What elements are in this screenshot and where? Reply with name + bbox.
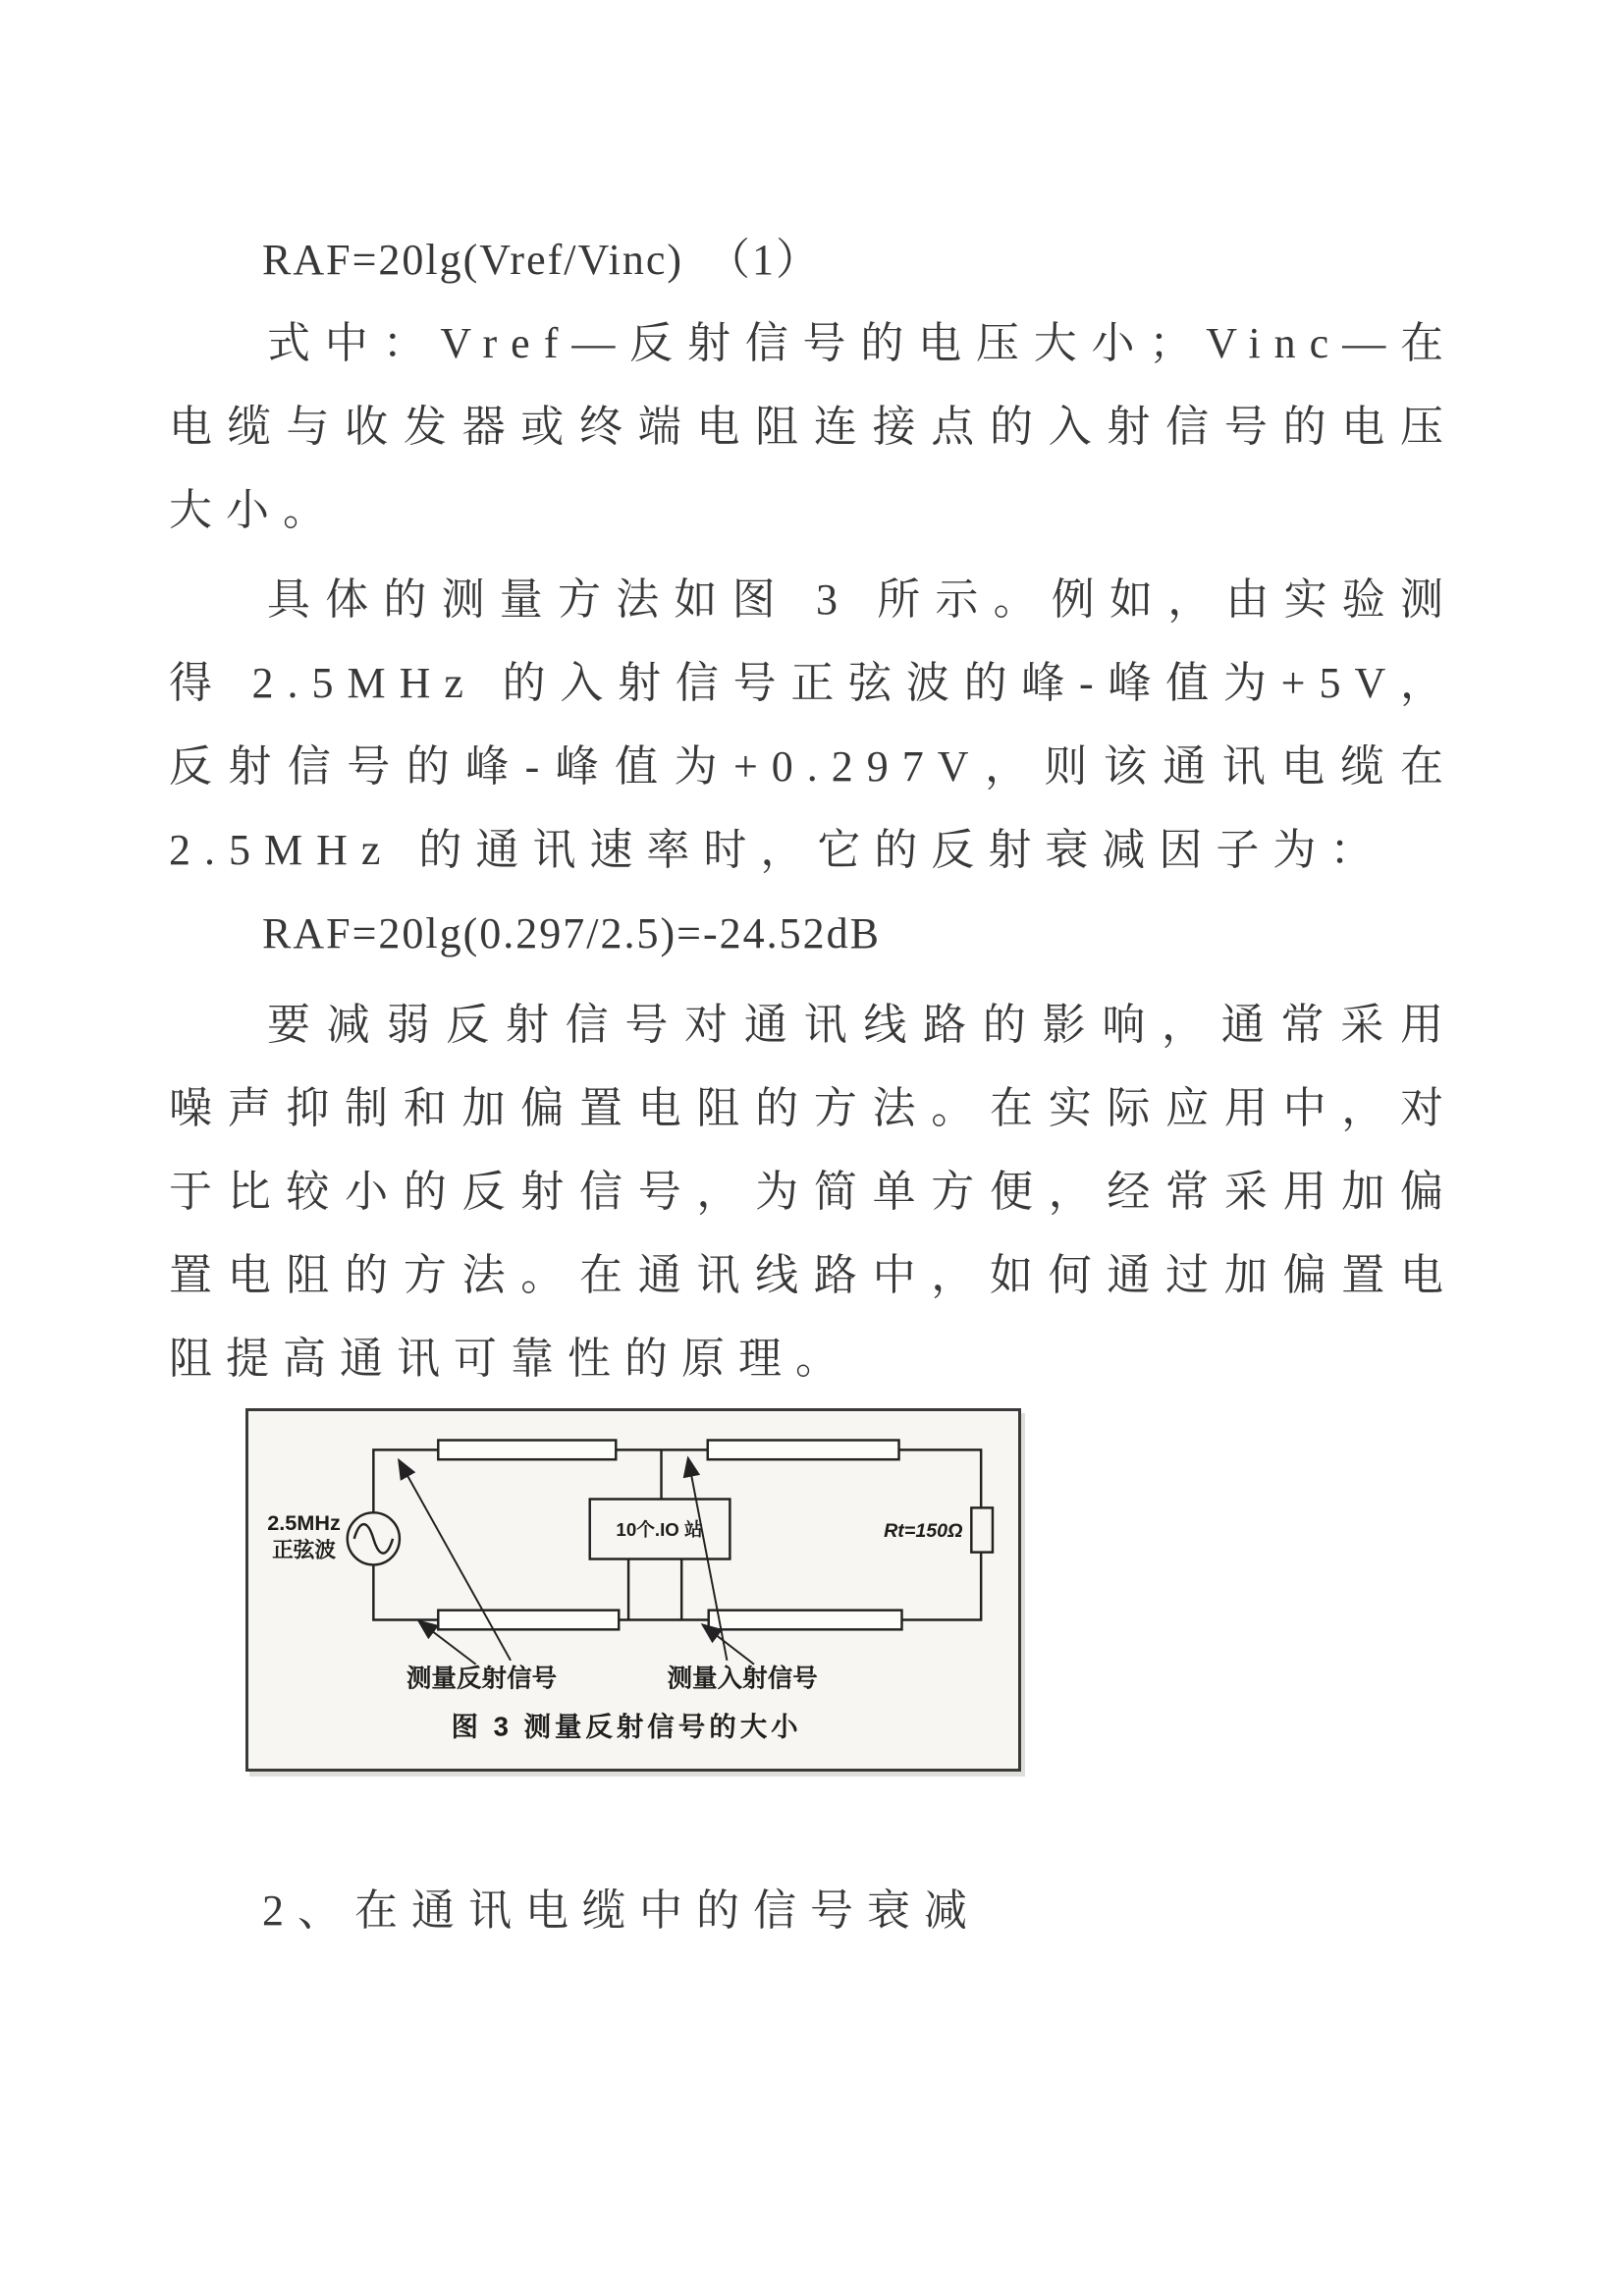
circuit-diagram-svg xyxy=(248,1411,1018,1769)
incident-arrow-to-bottom xyxy=(704,1625,754,1664)
resistor-value-label: Rt=150Ω xyxy=(884,1519,963,1542)
source-frequency-label: 2.5MHz xyxy=(267,1510,341,1536)
cable-segment-top-left xyxy=(438,1441,616,1460)
measure-reflected-label: 测量反射信号 xyxy=(406,1665,558,1693)
section-heading-signal-attenuation: 2、在通讯电缆中的信号衰减 xyxy=(262,1886,981,1935)
measurement-arrows xyxy=(400,1459,754,1665)
cable-segment-top-right xyxy=(708,1441,899,1460)
formula-raf-definition: RAF=20lg(Vref/Vinc) （1） xyxy=(262,236,822,284)
figure-3-circuit-diagram xyxy=(245,1408,1021,1772)
figure-caption: 图 3 测量反射信号的大小 xyxy=(451,1711,802,1742)
formula-raf-result: RAF=20lg(0.297/2.5)=-24.52dB xyxy=(262,909,881,957)
io-stations-label: 10个.IO 站 xyxy=(616,1518,703,1540)
measure-incident-label: 测量入射信号 xyxy=(667,1665,818,1693)
document-content xyxy=(169,218,1457,1941)
cable-segment-bottom-left xyxy=(438,1611,619,1630)
paragraph-measurement-example: 具体的测量方法如图 3 所示。例如，由实验测得 2.5MHz 的入射信号正弦波的峰-峰值为+5V，反射信号的峰-峰值为+0.297V，则该通讯电缆在 2.5MHz 的通讯速率时，它的反射衰减因子为： xyxy=(169,575,1457,874)
sine-source-symbol xyxy=(348,1512,400,1564)
terminating-resistor xyxy=(971,1507,993,1552)
paragraph-bias-resistor-method: 要减弱反射信号对通讯线路的影响，通常采用噪声抑制和加偏置电阻的方法。在实际应用中，对于比较小的反射信号，为简单方便，经常采用加偏置电阻的方法。在通讯线路中，如何通过加偏置电阻提高通讯可靠性的原理。 xyxy=(169,1001,1457,1383)
cable-segment-bottom-right xyxy=(709,1611,902,1630)
paragraph-formula-explanation: 式中：Vref—反射信号的电压大小；Vinc—在电缆与收发器或终端电阻连接点的入射信号的电压大小。 xyxy=(169,319,1457,534)
source-type-label: 正弦波 xyxy=(272,1537,336,1562)
